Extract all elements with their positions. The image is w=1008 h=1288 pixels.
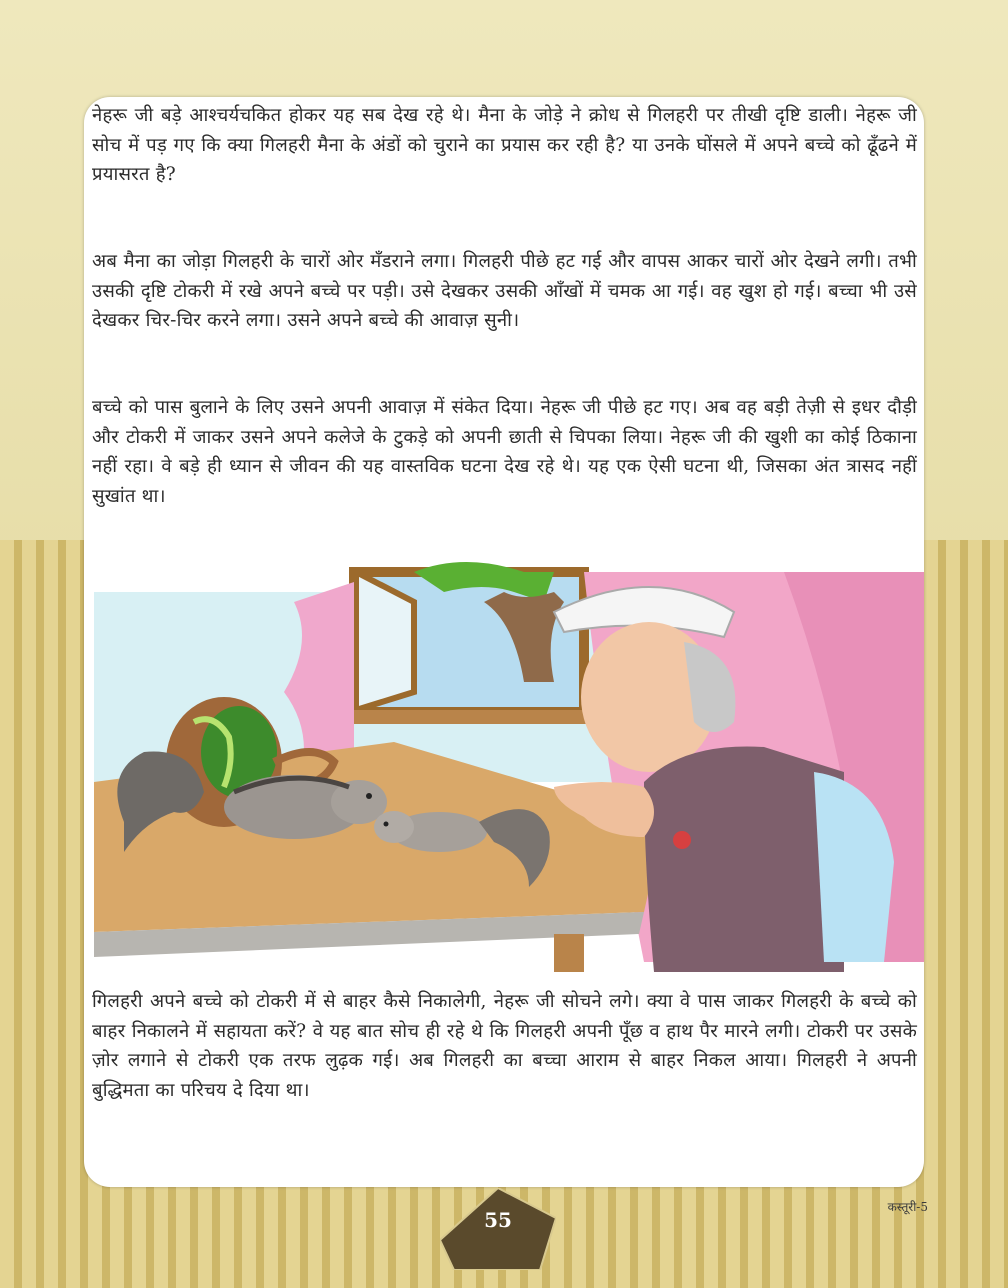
paragraph-1: नेहरू जी बड़े आश्चर्यचकित होकर यह सब देख रहे थे। मैना के जोड़े ने क्रोध से गिलहरी पर तीखी दृष्टि डाली। नेहरू जी सोच में पड़ गए कि क्या गिलहरी मैना के अंडों को चुराने का प्रयास कर रही है? या उनके घोंसले में अपने बच्चे को ढूँढने में प्रयासरत है? bbox=[92, 105, 917, 185]
content-card bbox=[84, 97, 924, 1187]
book-label: कस्तूरी-5 bbox=[887, 1200, 928, 1214]
paragraph-2: अब मैना का जोड़ा गिलहरी के चारों ओर मँडराने लगा। गिलहरी पीछे हट गई और वापस आकर चारों ओर देखने लगी। तभी उसकी दृष्टि टोकरी में रखे अपने बच्चे पर पड़ी। उसे देखकर उसकी आँखों में चमक आ गई। वह खुश हो गई। बच्चा भी उसे देखकर चिर-चिर करने लगा। उसने अपने बच्चे की आवाज़ सुनी। bbox=[92, 251, 917, 331]
page-number: 55 bbox=[484, 1208, 512, 1232]
window bbox=[344, 562, 594, 724]
story-illustration bbox=[84, 562, 924, 972]
paragraph-3: बच्चे को पास बुलाने के लिए उसने अपनी आवाज़ में संकेत दिया। नेहरू जी पीछे हट गए। अब वह बड़ी तेज़ी से इधर दौड़ी और टोकरी में जाकर उसने अपने कलेजे के टुकड़े को अपनी छाती से चिपका लिया। नेहरू जी की खुशी का कोई ठिकाना नहीं रहा। वे बड़े ही ध्यान से जीवन की यह वास्तविक घटना देख रहे थे। यह एक ऐसी घटना थी, जिसका अंत त्रासद नहीं सुखांत था। bbox=[92, 397, 917, 507]
paragraph-4: गिलहरी अपने बच्चे को टोकरी में से बाहर कैसे निकालेगी, नेहरू जी सोचने लगे। क्या वे पास जाकर गिलहरी के बच्चे को बाहर निकालने में सहायता करें? वे यह बात सोच ही रहे थे कि गिलहरी अपनी पूँछ व हाथ पैर मारने लगी। टोकरी पर उसके ज़ोर लगाने से टोकरी एक तरफ लुढ़क गई। अब गिलहरी का बच्चा आराम से बाहर निकल आया। गिलहरी ने अपनी बुद्धिमता का परिचय दे दिया था। bbox=[92, 991, 917, 1101]
